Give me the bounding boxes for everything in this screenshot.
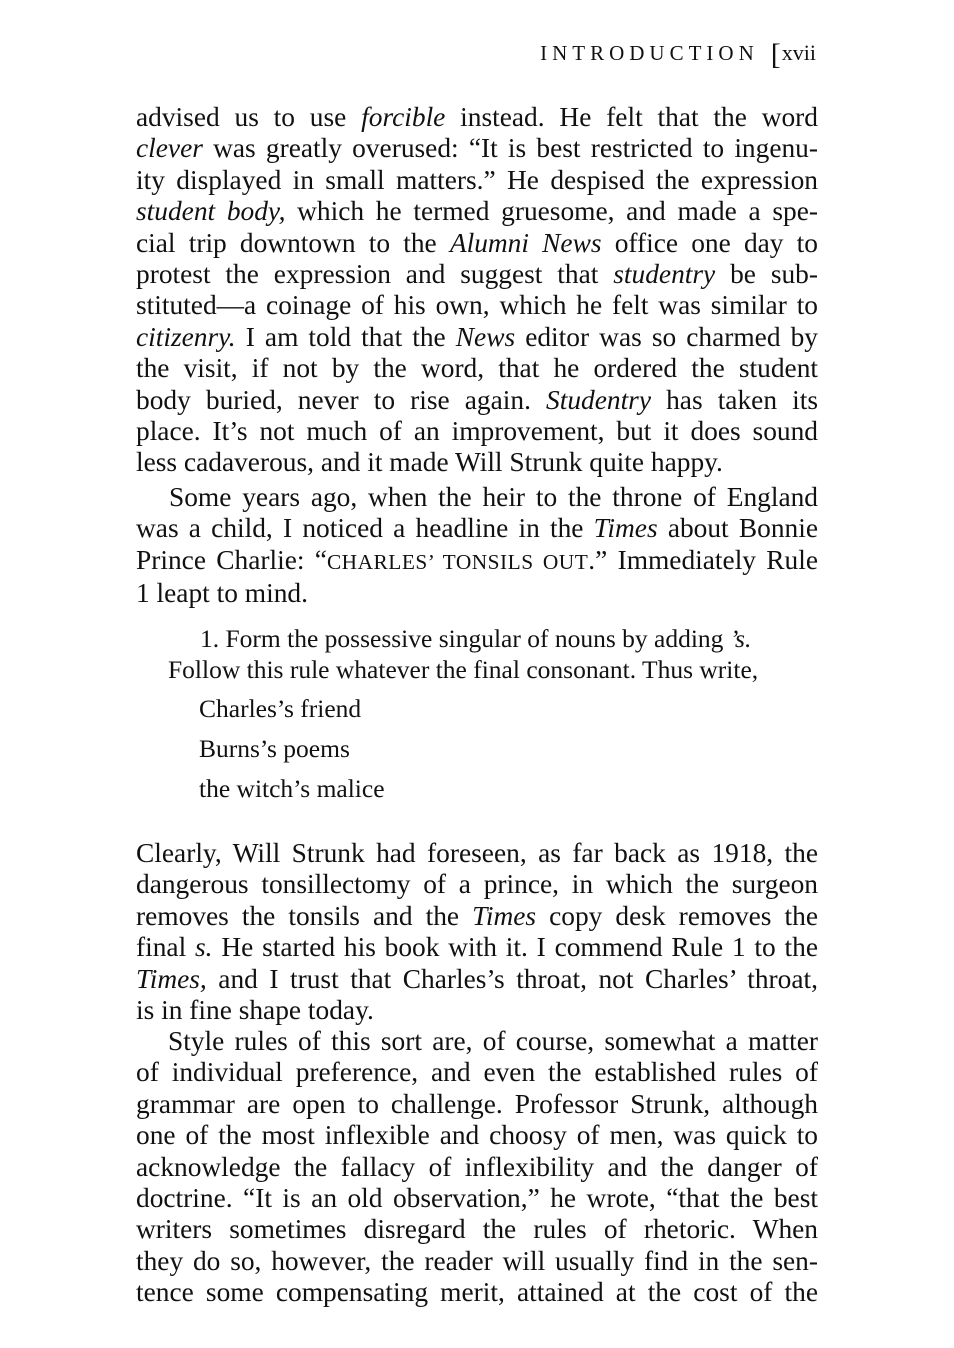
text-line: Some years ago, when the heir to the throne of England — [169, 482, 818, 512]
folio-bracket: [ — [770, 38, 781, 71]
text-line: less cadaverous, and it made Will Strunk quite happy. — [136, 447, 723, 478]
paragraph-2 — [136, 482, 818, 610]
text-line: Style rules of this sort are, of course, somewhat a matter — [168, 1026, 818, 1056]
text-line: ity displayed in small matters.” He despised the expression — [136, 164, 818, 195]
text-line: they do so, however, the reader will usually find in the sen- — [136, 1245, 818, 1276]
text-line: doctrine. “It is an old observation,” he wrote, “that the best — [136, 1183, 818, 1214]
text-line: cial trip downtown to the Alumni News office one day to — [136, 227, 818, 258]
text-line: protest the expression and suggest that studentry be sub- — [136, 259, 818, 290]
text-line: is in fine shape today. — [136, 995, 374, 1026]
folio-number: xvii — [781, 40, 816, 65]
text-line: citizenry. I am told that the News editor was so charmed by — [136, 321, 818, 352]
text-line: final s. He started his book with it. I commend Rule 1 to the — [136, 932, 818, 963]
text-line: Follow this rule whatever the final consonant. Thus write, — [168, 654, 759, 684]
text-line: stituted—a coinage of his own, which he felt was similar to — [136, 290, 818, 321]
text-line: advised us to use forcible instead. He felt that the word — [136, 102, 818, 132]
text-line: was a child, I noticed a headline in the Times about Bonnie — [136, 513, 818, 544]
text-line: place. It’s not much of an improvement, but it does sound — [136, 416, 818, 447]
text-line: 1. Form the possessive singular of nouns by adding ’s. — [200, 624, 752, 653]
text-line: Times, and I trust that Charles’s throat, not Charles’ throat, — [136, 963, 818, 994]
headline-small-caps: CHARLES’ TONSILS OUT — [326, 549, 589, 574]
text-line: 1 leapt to mind. — [136, 578, 308, 609]
text-line: tence some compensating merit, attained at the cost of the — [136, 1277, 818, 1308]
text-line: clever was greatly overused: “It is best restricted to ingenu- — [136, 133, 818, 164]
paragraph-4 — [136, 1026, 818, 1309]
text-line: writers sometimes disregard the rules of rhetoric. When — [136, 1214, 818, 1245]
running-head-title: INTRODUCTION — [540, 41, 759, 65]
text-line: the visit, if not by the word, that he ordered the student — [136, 353, 818, 384]
text-line: dangerous tonsillectomy of a prince, in which the surgeon — [136, 869, 818, 900]
text-line: student body, which he termed gruesome, and made a spe- — [136, 196, 818, 227]
running-head — [540, 38, 816, 72]
text-line: one of the most inflexible and choosy of men, was quick to — [136, 1120, 818, 1151]
text-line: of individual preference, and even the established rules of — [136, 1057, 818, 1088]
page-number — [770, 38, 816, 71]
rule-quotation — [168, 624, 808, 685]
example-3: the witch’s malice — [199, 774, 385, 803]
example-2: Burns’s poems — [199, 734, 350, 763]
text-line: Clearly, Will Strunk had foreseen, as far back as 1918, the — [136, 838, 818, 868]
paragraph-1 — [136, 102, 818, 479]
text-line: Prince Charlie: “CHARLES’ TONSILS OUT.” Immediately Rule — [136, 544, 819, 575]
text-line: body buried, never to rise again. Studentry has taken its — [136, 384, 818, 415]
text-line: acknowledge the fallacy of inflexibility and the danger of — [136, 1151, 818, 1182]
paragraph-3 — [136, 838, 818, 1026]
example-1: Charles’s friend — [199, 694, 362, 723]
text-line: grammar are open to challenge. Professor Strunk, although — [136, 1088, 818, 1119]
text-line: removes the tonsils and the Times copy desk removes the — [136, 900, 818, 931]
